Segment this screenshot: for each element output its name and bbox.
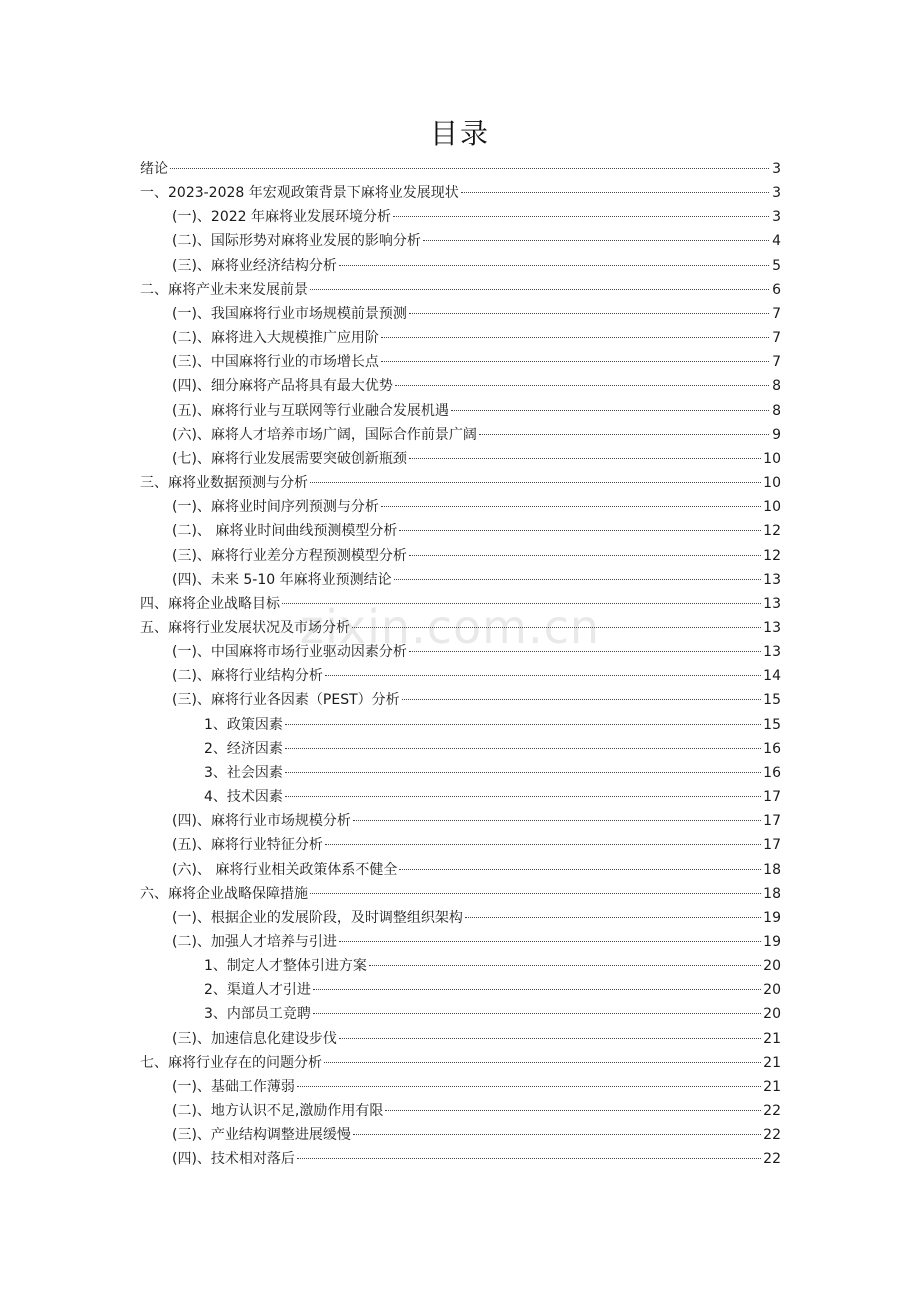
toc-entry-page-number: 4 — [772, 233, 781, 250]
dot-leader — [339, 265, 769, 266]
toc-entry[interactable] — [140, 326, 781, 350]
toc-entry-page-number: 16 — [763, 764, 781, 781]
toc-entry-page-number: 13 — [763, 644, 781, 661]
toc-entry[interactable] — [140, 906, 781, 930]
toc-entry-page-number: 22 — [763, 1103, 781, 1120]
page-title: 目录 — [429, 117, 490, 150]
toc-entry[interactable] — [140, 833, 781, 857]
dot-leader — [325, 675, 761, 676]
dot-leader — [339, 941, 761, 942]
toc-entry[interactable] — [140, 254, 781, 278]
toc-entry-label: (三)、产业结构调整进展缓慢 — [172, 1127, 351, 1144]
toc-entry-page-number: 3 — [772, 185, 781, 202]
dot-leader — [395, 385, 769, 386]
toc-entry[interactable] — [140, 1099, 781, 1123]
toc-entry-label: 绪论 — [140, 161, 168, 177]
toc-entry-label: (六)、 麻将行业相关政策体系不健全 — [172, 861, 398, 878]
toc-entry[interactable] — [140, 229, 781, 253]
dot-leader — [409, 651, 761, 652]
toc-entry-label: (五)、麻将行业特征分析 — [172, 837, 323, 854]
toc-entry[interactable] — [140, 858, 781, 882]
toc-entry-label: 二、麻将产业未来发展前景 — [140, 281, 308, 298]
toc-entry[interactable] — [140, 1002, 781, 1026]
toc-entry-page-number: 8 — [772, 378, 781, 395]
toc-entry[interactable] — [140, 1075, 781, 1099]
table-of-contents — [140, 157, 781, 1172]
toc-entry-label: (五)、麻将行业与互联网等行业融合发展机遇 — [172, 402, 449, 419]
toc-entry-page-number: 12 — [763, 547, 781, 564]
dot-leader — [393, 216, 769, 217]
toc-entry-label: 3、社会因素 — [204, 764, 283, 781]
toc-entry-label: (二)、麻将行业结构分析 — [172, 668, 323, 685]
dot-leader — [399, 530, 761, 531]
toc-entry-label: (一)、基础工作薄弱 — [172, 1078, 295, 1095]
toc-entry-label: (四)、未来 5-10 年麻将业预测结论 — [172, 571, 392, 588]
toc-entry-page-number: 18 — [763, 861, 781, 878]
toc-entry-page-number: 13 — [763, 571, 781, 588]
toc-entry-label: (四)、麻将行业市场规模分析 — [172, 813, 351, 830]
dot-leader — [353, 1134, 761, 1135]
toc-entry[interactable] — [140, 1051, 781, 1075]
toc-entry-page-number: 16 — [763, 740, 781, 757]
toc-entry-page-number: 14 — [763, 668, 781, 685]
toc-entry-page-number: 19 — [763, 934, 781, 950]
toc-entry[interactable] — [140, 495, 781, 519]
toc-entry-label: (一)、麻将业时间序列预测与分析 — [172, 499, 379, 516]
toc-entry-label: (二)、麻将进入大规模推广应用阶 — [172, 330, 379, 347]
toc-entry-label: 七、麻将行业存在的问题分析 — [140, 1054, 322, 1071]
toc-entry-page-number: 17 — [763, 837, 781, 854]
dot-leader — [285, 796, 761, 797]
toc-entry-label: 2、经济因素 — [204, 740, 283, 757]
toc-entry-label: (二)、地方认识不足,激励作用有限 — [172, 1103, 384, 1120]
toc-entry-page-number: 13 — [763, 619, 781, 636]
dot-leader — [402, 699, 762, 700]
toc-entry[interactable] — [140, 737, 781, 761]
dot-leader — [285, 748, 761, 749]
toc-entry-label: 1、政策因素 — [204, 716, 283, 733]
dot-leader — [352, 627, 761, 628]
toc-entry-label: (三)、加速信息化建设步伐 — [172, 1030, 337, 1047]
dot-leader — [285, 724, 761, 725]
dot-leader — [409, 555, 761, 556]
toc-entry-page-number: 15 — [763, 716, 781, 733]
dot-leader — [325, 844, 761, 845]
toc-entry[interactable] — [140, 1147, 781, 1171]
toc-entry-page-number: 9 — [772, 426, 781, 443]
toc-entry-label: (三)、中国麻将行业的市场增长点 — [172, 354, 379, 371]
toc-entry-label: 六、麻将企业战略保障措施 — [140, 885, 308, 902]
toc-entry-label: (一)、2022 年麻将业发展环境分析 — [172, 209, 392, 226]
toc-entry-label: 四、麻将企业战略目标 — [140, 595, 280, 612]
dot-leader — [310, 482, 761, 483]
dot-leader — [399, 869, 761, 870]
toc-entry[interactable] — [140, 616, 781, 640]
toc-entry-label: 五、麻将行业发展状况及市场分析 — [140, 619, 350, 636]
toc-entry-page-number: 12 — [763, 523, 781, 540]
toc-entry-label: (二)、国际形势对麻将业发展的影响分析 — [172, 233, 421, 250]
toc-entry-page-number: 6 — [772, 281, 781, 298]
toc-entry-label: (三)、麻将业经济结构分析 — [172, 257, 337, 274]
toc-entry-page-number: 19 — [763, 909, 781, 926]
dot-leader — [310, 893, 761, 894]
dot-leader — [339, 1038, 761, 1039]
toc-entry-page-number: 18 — [763, 885, 781, 902]
toc-entry[interactable] — [140, 471, 781, 495]
toc-entry-page-number: 7 — [772, 354, 781, 371]
toc-entry-label: (一)、我国麻将行业市场规模前景预测 — [172, 305, 407, 322]
dot-leader — [353, 820, 761, 821]
dot-leader — [409, 313, 769, 314]
dot-leader — [423, 240, 769, 241]
toc-entry-page-number: 8 — [772, 402, 781, 419]
toc-entry[interactable] — [140, 399, 781, 423]
dot-leader — [170, 168, 769, 169]
toc-entry-label: 1、制定人才整体引进方案 — [204, 958, 367, 975]
toc-entry[interactable] — [140, 157, 781, 181]
toc-entry[interactable] — [140, 350, 781, 374]
toc-entry-label: (六)、麻将人才培养市场广阔，国际合作前景广阔 — [172, 426, 477, 443]
toc-entry-page-number: 21 — [763, 1078, 781, 1095]
toc-entry-label: (四)、细分麻将产品将具有最大优势 — [172, 378, 393, 395]
toc-entry-page-number: 17 — [763, 813, 781, 830]
toc-entry[interactable] — [140, 568, 781, 592]
dot-leader — [461, 192, 769, 193]
toc-entry[interactable] — [140, 785, 781, 809]
toc-entry[interactable] — [140, 374, 781, 398]
toc-entry-label: (一)、中国麻将市场行业驱动因素分析 — [172, 644, 407, 661]
toc-entry[interactable] — [140, 519, 781, 543]
toc-entry[interactable] — [140, 205, 781, 229]
toc-entry-page-number: 22 — [763, 1127, 781, 1144]
dot-leader — [465, 917, 761, 918]
toc-entry-label: (四)、技术相对落后 — [172, 1151, 295, 1168]
toc-entry[interactable] — [140, 447, 781, 471]
toc-entry-page-number: 10 — [763, 450, 781, 467]
toc-entry[interactable] — [140, 664, 781, 688]
toc-entry[interactable] — [140, 1123, 781, 1147]
toc-entry-label: 三、麻将业数据预测与分析 — [140, 475, 308, 492]
toc-entry-page-number: 20 — [763, 958, 781, 975]
toc-entry[interactable] — [140, 592, 781, 616]
dot-leader — [369, 965, 761, 966]
toc-entry[interactable] — [140, 882, 781, 906]
toc-entry-page-number: 7 — [772, 305, 781, 322]
watermark: zixin.com.cn — [300, 600, 601, 654]
dot-leader — [285, 772, 761, 773]
toc-entry-page-number: 3 — [772, 209, 781, 226]
toc-entry-label: 一、2023-2028 年宏观政策背景下麻将业发展现状 — [140, 185, 459, 202]
dot-leader — [394, 579, 762, 580]
toc-entry[interactable] — [140, 278, 781, 302]
toc-entry-label: 4、技术因素 — [204, 789, 283, 806]
toc-entry-page-number: 21 — [763, 1054, 781, 1071]
toc-entry[interactable] — [140, 954, 781, 978]
toc-entry-label: 2、渠道人才引进 — [204, 982, 311, 999]
toc-entry-page-number: 21 — [763, 1030, 781, 1047]
dot-leader — [313, 989, 761, 990]
toc-entry-page-number: 3 — [772, 161, 781, 177]
dot-leader — [324, 1062, 761, 1063]
toc-entry[interactable] — [140, 1027, 781, 1051]
dot-leader — [381, 506, 761, 507]
toc-entry[interactable] — [140, 302, 781, 326]
dot-leader — [381, 361, 769, 362]
toc-entry-label: (二)、 麻将业时间曲线预测模型分析 — [172, 523, 398, 540]
dot-leader — [297, 1086, 761, 1087]
dot-leader — [310, 289, 769, 290]
toc-entry-page-number: 13 — [763, 595, 781, 612]
toc-entry-page-number: 17 — [763, 789, 781, 806]
toc-entry[interactable] — [140, 544, 781, 568]
toc-entry[interactable] — [140, 978, 781, 1002]
toc-entry-label: (一)、根据企业的发展阶段，及时调整组织架构 — [172, 909, 463, 926]
toc-entry-page-number: 22 — [763, 1151, 781, 1168]
dot-leader — [479, 434, 769, 435]
toc-entry-page-number: 10 — [763, 475, 781, 492]
toc-entry-label: 3、内部员工竞聘 — [204, 1006, 311, 1023]
toc-entry-page-number: 15 — [763, 692, 781, 709]
toc-entry[interactable] — [140, 640, 781, 664]
toc-entry-page-number: 20 — [763, 982, 781, 999]
dot-leader — [409, 458, 761, 459]
dot-leader — [451, 410, 769, 411]
toc-entry[interactable] — [140, 809, 781, 833]
toc-entry[interactable] — [140, 423, 781, 447]
toc-entry[interactable] — [140, 181, 781, 205]
toc-entry[interactable] — [140, 761, 781, 785]
toc-entry-label: (三)、麻将行业各因素（PEST）分析 — [172, 692, 400, 709]
toc-entry[interactable] — [140, 713, 781, 737]
dot-leader — [297, 1158, 761, 1159]
toc-entry-page-number: 7 — [772, 330, 781, 347]
dot-leader — [282, 603, 761, 604]
toc-entry-label: (三)、麻将行业差分方程预测模型分析 — [172, 547, 407, 564]
toc-entry-page-number: 5 — [772, 257, 781, 274]
dot-leader — [313, 1013, 761, 1014]
toc-entry-page-number: 20 — [763, 1006, 781, 1023]
toc-entry[interactable] — [140, 930, 781, 954]
toc-entry-label: (二)、加强人才培养与引进 — [172, 934, 337, 950]
dot-leader — [381, 337, 769, 338]
toc-entry-label: (七)、麻将行业发展需要突破创新瓶颈 — [172, 450, 407, 467]
dot-leader — [385, 1110, 761, 1111]
toc-entry[interactable] — [140, 688, 781, 712]
toc-entry-page-number: 10 — [763, 499, 781, 516]
